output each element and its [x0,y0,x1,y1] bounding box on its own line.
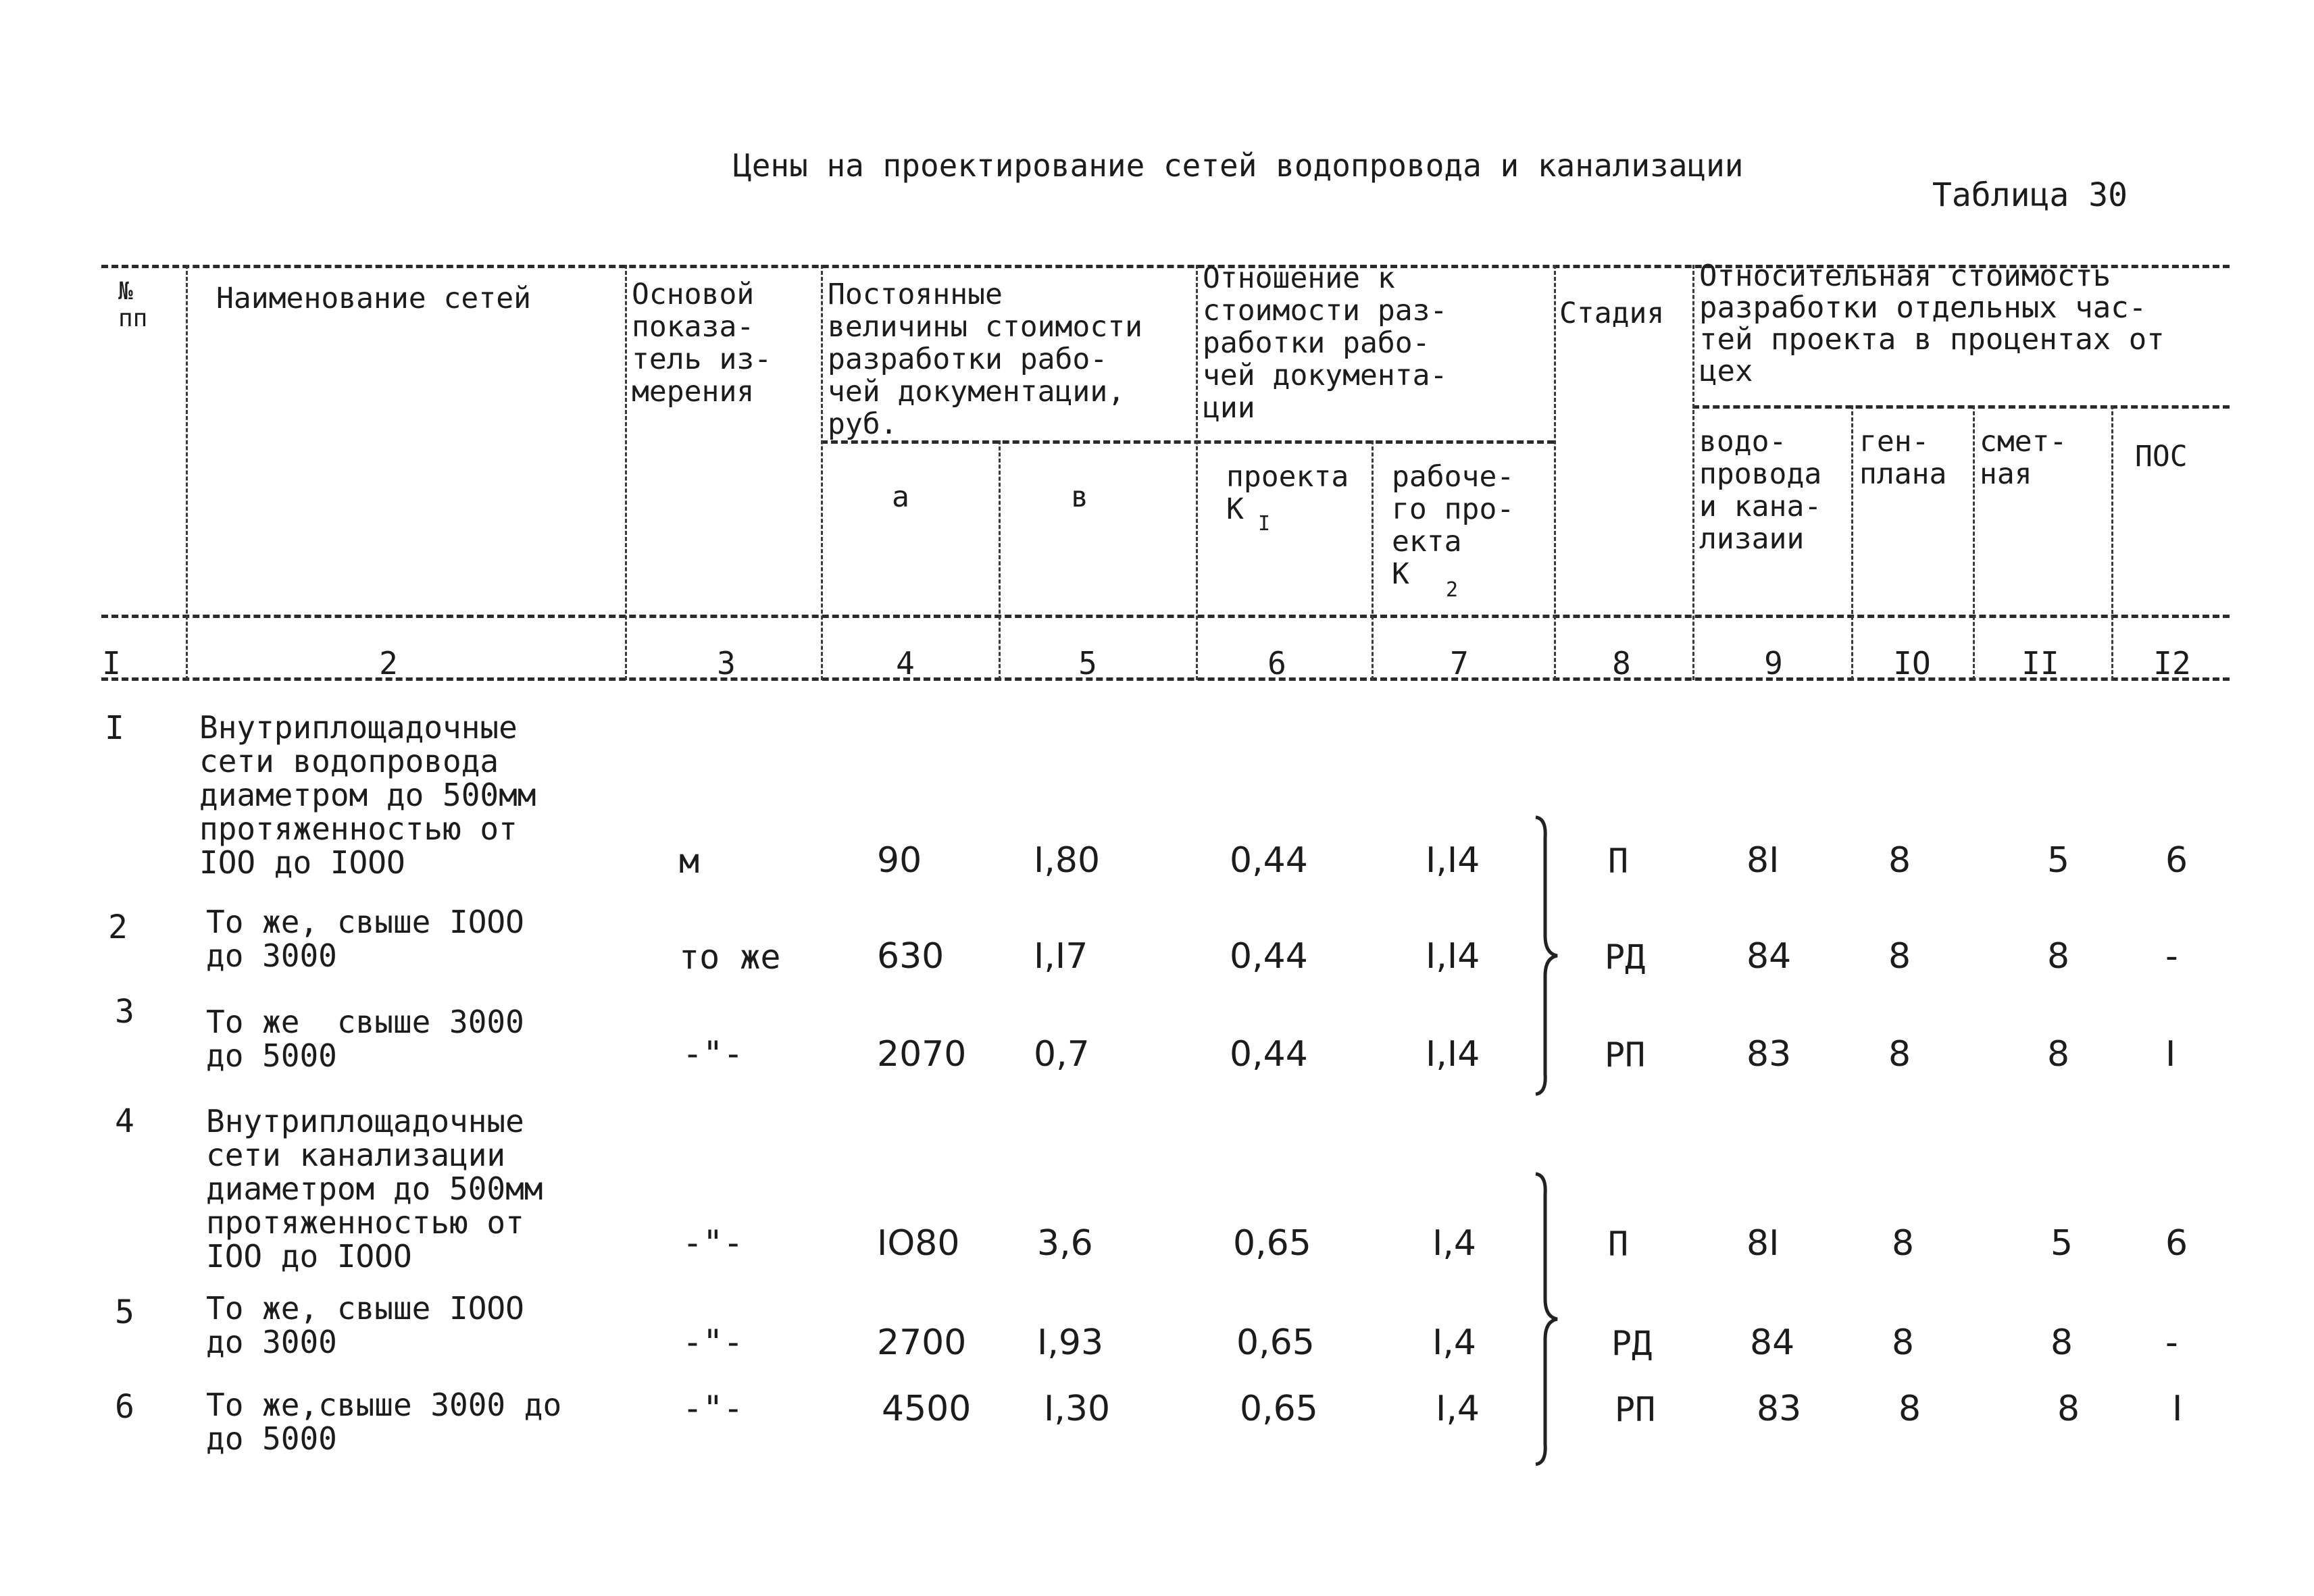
network-name: То же, свыше IOOO до 3000 [206,1290,524,1360]
value-general-plan: 8 [1892,1322,1915,1363]
column-number: 4 [896,645,915,681]
value-estimate: 8 [2051,1322,2073,1363]
header-col-a: а [892,480,909,514]
header-water-sewer: водо- провода и кана- лизаии [1699,425,1822,556]
unit-value: -"- [682,1322,744,1362]
value-k2: I,I4 [1426,936,1480,977]
unit-value: м [679,842,700,881]
unit-value: -"- [682,1389,744,1428]
header-k2-subscript: 2 [1446,578,1459,602]
header-network-name: Наименование сетей [216,282,531,315]
table-label: Таблица 30 [1932,176,2128,214]
column-number: 5 [1078,645,1097,681]
row-number: 3 [115,993,134,1031]
unit-value: то же [679,937,781,977]
value-a: 2070 [877,1034,967,1075]
unit-value: -"- [682,1223,744,1262]
column-number: 7 [1450,645,1469,681]
value-pos: - [2165,936,2178,977]
column-divider [625,265,627,680]
header-unit: Основой показа- тель из- мерения [632,278,772,409]
page-title: Цены на проектирование сетей водопровода и канализации [733,147,1744,184]
value-estimate: 8 [2057,1389,2080,1429]
column-number: 6 [1267,645,1286,681]
value-pos: I [2165,1034,2176,1075]
column-number: 3 [717,645,736,681]
value-b: I,80 [1034,840,1101,881]
value-k1: 0,44 [1230,840,1308,881]
column-divider [999,440,1001,680]
value-k1: 0,44 [1230,1034,1308,1075]
column-divider [1692,265,1694,680]
value-general-plan: 8 [1898,1389,1921,1429]
header-k2: рабоче- го про- екта K [1392,460,1515,591]
value-a: IO80 [877,1223,960,1264]
value-pos: 6 [2165,840,2188,881]
column-divider [1372,440,1374,680]
column-number: 2 [379,645,398,681]
row-number: 2 [108,908,128,946]
header-relative-cost: Относительная стоимость разработки отдельных час- тей проекта в процентах от цех [1699,259,2165,388]
value-general-plan: 8 [1888,1034,1911,1075]
value-k2: I,I4 [1426,840,1480,881]
row-number: 4 [115,1102,134,1140]
value-general-plan: 8 [1888,840,1911,881]
value-a: 90 [877,840,922,881]
stage-value: РП [1605,1035,1646,1075]
value-water-sewer: 8I [1746,840,1780,881]
value-a: 2700 [877,1322,967,1363]
column-divider [1196,265,1198,680]
value-water-sewer: 83 [1746,1034,1792,1075]
header-general-plan: ген- плана [1859,425,1947,491]
header-row-number: № пп [118,278,148,332]
header-bottom-rule [101,615,2230,618]
value-b: 3,6 [1037,1223,1093,1264]
value-b: I,I7 [1034,936,1088,977]
value-estimate: 8 [2047,1034,2070,1075]
header-constant-values: Постоянные величины стоимости разработки рабо- чей документации, руб. [828,278,1142,441]
header-subrule-right [1692,405,2230,409]
value-pos: - [2165,1322,2178,1363]
row-number: I [105,709,124,747]
value-k2: I,4 [1432,1322,1476,1363]
column-divider [1851,405,1853,680]
header-subrule-left [821,440,1554,444]
value-water-sewer: 84 [1746,936,1792,977]
value-b: I,93 [1037,1322,1104,1363]
column-divider [2111,405,2113,680]
value-water-sewer: 8I [1746,1223,1780,1264]
stage-value: П [1608,842,1629,881]
network-name: Внутриплощадочные сети канализации диаметром до 500мм протяженностью от IOO до IOOO [206,1103,543,1275]
value-k1: 0,65 [1233,1223,1311,1264]
value-pos: 6 [2165,1223,2188,1264]
value-b: I,30 [1044,1389,1111,1429]
network-name: Внутриплощадочные сети водопровода диаметром до 500мм протяженностью от IOO до IOOO [199,709,536,881]
column-number: II [2021,645,2059,681]
value-b: 0,7 [1034,1034,1090,1075]
value-k1: 0,44 [1230,936,1308,977]
column-divider [186,265,188,680]
network-name: То же, свыше IOOO до 3000 [206,904,524,974]
value-water-sewer: 84 [1750,1322,1795,1363]
header-estimate: смет- ная [1980,425,2067,491]
value-k2: I,4 [1436,1389,1480,1429]
value-pos: I [2172,1389,2183,1429]
stage-group-brace [1530,1167,1571,1471]
row-number: 6 [115,1388,134,1426]
header-pos: ПОС [2135,440,2188,473]
stage-value: РД [1611,1324,1653,1363]
header-k1-subscript: I [1258,512,1271,536]
value-k2: I,4 [1432,1223,1476,1264]
value-water-sewer: 83 [1757,1389,1802,1429]
value-k1: 0,65 [1236,1322,1315,1363]
stage-value: РД [1605,937,1646,977]
header-cost-ratio: Отношение к стоимости раз- работки рабо- чей документа- ции [1203,261,1448,425]
value-k1: 0,65 [1240,1389,1318,1429]
column-divider [1973,405,1975,680]
value-general-plan: 8 [1888,936,1911,977]
column-number: I2 [2153,645,2191,681]
column-number: IO [1893,645,1931,681]
header-stage: Стадия [1559,297,1665,330]
column-number: 9 [1764,645,1783,681]
header-col-b: в [1071,480,1088,514]
header-k1: проекта K [1226,460,1349,526]
value-general-plan: 8 [1892,1223,1915,1264]
stage-value: РП [1615,1390,1656,1429]
value-k2: I,I4 [1426,1034,1480,1075]
value-estimate: 5 [2051,1223,2073,1264]
stage-value: П [1608,1225,1629,1264]
column-divider [1554,265,1556,680]
network-name: То же,свыше 3000 до до 5000 [206,1387,562,1457]
column-divider [821,265,823,680]
value-estimate: 8 [2047,936,2070,977]
value-estimate: 5 [2047,840,2070,881]
unit-value: -"- [682,1034,744,1073]
column-number: 8 [1612,645,1631,681]
row-number: 5 [115,1293,134,1331]
value-a: 630 [877,936,945,977]
stage-group-brace [1530,810,1571,1101]
column-number: I [102,645,121,681]
network-name: То же свыше 3000 до 5000 [206,1004,524,1074]
value-a: 4500 [882,1389,972,1429]
